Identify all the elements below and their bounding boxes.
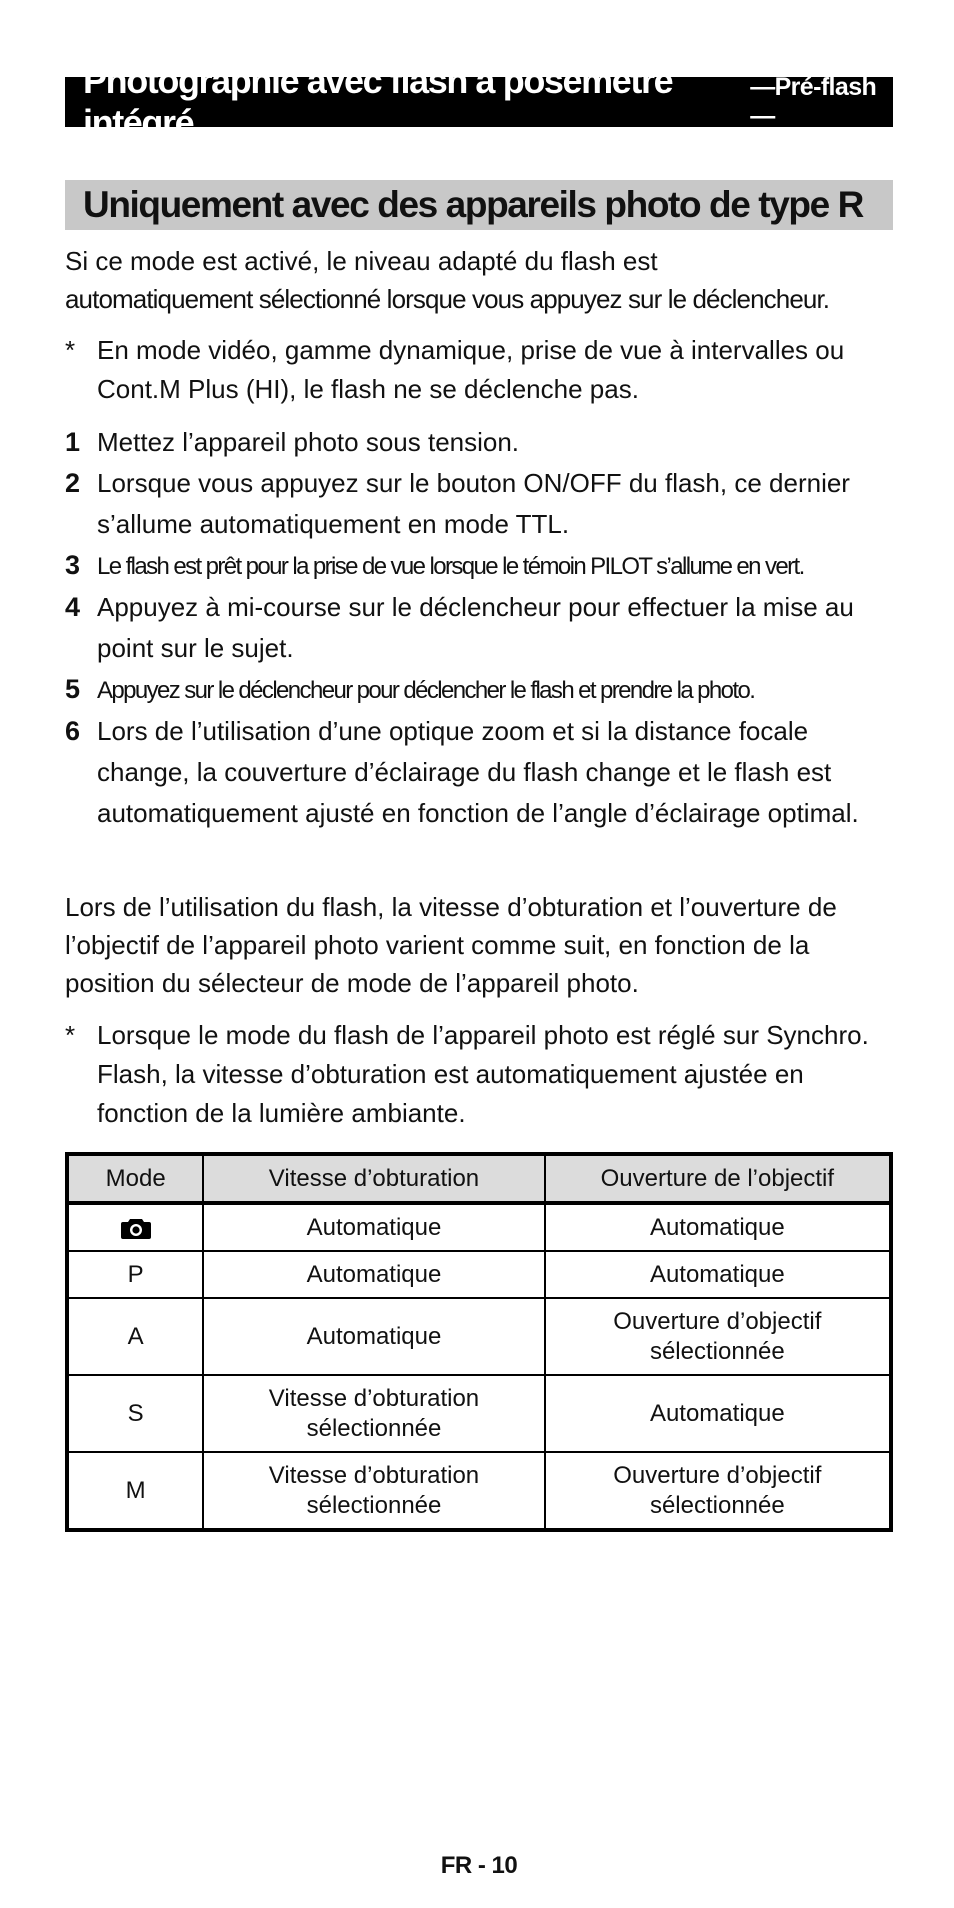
aperture-cell [545, 1298, 891, 1375]
step-text: Appuyez à mi-course sur le déclencheur pour effectuer la mise au point sur le sujet. [97, 592, 854, 663]
page-subtitle: —Pré-flash — [750, 73, 877, 130]
header-shutter-speed: Vitesse d’obturation [203, 1154, 544, 1203]
table-row [67, 1375, 891, 1452]
shutter-cell-text: Vitesse d’obturation sélectionnée [268, 1384, 480, 1442]
mode-cell: M [67, 1452, 203, 1530]
table-row [67, 1298, 891, 1375]
table-row [67, 1251, 891, 1298]
step-text: Lors de l’utilisation d’une optique zoom et si la distance focale change, la couverture d’éclairage du flash change et le flash est automatiquement ajusté en fonction de l’angle d’éclairage optimal. [97, 716, 859, 828]
shutter-cell-text: Vitesse d’obturation sélectionnée [268, 1461, 480, 1519]
aperture-cell: Automatique [545, 1203, 891, 1251]
mode-cell: A [67, 1298, 203, 1375]
mode-settings-table [65, 1152, 893, 1532]
shutter-cell: Automatique [203, 1298, 544, 1375]
intro-paragraph [65, 242, 893, 318]
shutter-cell: Automatique [203, 1251, 544, 1298]
note-marker: * [65, 1020, 76, 1050]
shutter-cell: Automatique [203, 1203, 544, 1251]
shutter-cell [203, 1452, 544, 1530]
aperture-cell-text: Ouverture d’objectif sélectionnée [613, 1307, 822, 1365]
aperture-cell [545, 1452, 891, 1530]
step-number: 2 [65, 468, 81, 498]
aperture-cell: Automatique [545, 1251, 891, 1298]
step-number: 4 [65, 592, 81, 622]
step-text: Le flash est prêt pour la prise de vue lorsque le témoin PILOT s’allume en vert. [97, 553, 804, 580]
mode-cell: P [67, 1251, 203, 1298]
note-marker: * [65, 335, 76, 365]
section-heading: Uniquement avec des appareils photo de type R [65, 180, 893, 230]
step-text: Appuyez sur le déclencheur pour déclencher le flash et prendre la photo. [97, 677, 755, 704]
step-text: Lorsque vous appuyez sur le bouton ON/OFF du flash, ce dernier s’allume automatiquement en mode TTL. [97, 468, 850, 539]
note-synchro-flash [65, 1016, 893, 1133]
table-row [67, 1452, 891, 1530]
header-aperture: Ouverture de l’objectif [545, 1154, 891, 1203]
table-row [67, 1203, 891, 1251]
intro-line-2: automatiquement sélectionné lorsque vous appuyez sur le déclencheur. [65, 284, 830, 314]
note-text: En mode vidéo, gamme dynamique, prise de vue à intervalles ou Cont.M Plus (HI), le flash ne se déclenche pas. [97, 335, 845, 404]
intro-line-1: Si ce mode est activé, le niveau adapté du flash est [65, 246, 658, 276]
page-number: FR - 10 [440, 1852, 518, 1879]
step-item [65, 545, 893, 587]
step-number: 5 [65, 674, 79, 704]
table-header-row [67, 1154, 891, 1203]
step-number: 6 [65, 716, 81, 746]
mode-cell: S [67, 1375, 203, 1452]
page-title: Photographie avec flash à posemètre intégré [83, 60, 673, 143]
aperture-cell: Automatique [545, 1375, 891, 1452]
step-item [65, 422, 893, 463]
aperture-cell-text: Ouverture d’objectif sélectionnée [613, 1461, 822, 1519]
step-text: Mettez l’appareil photo sous tension. [97, 427, 520, 457]
steps-list [65, 422, 893, 834]
note-text: Lorsque le mode du flash de l’appareil photo est réglé sur Synchro. Flash, la vitesse d’obturation est automatiquement ajustée en fonction de la lumière ambiante. [97, 1020, 869, 1128]
note-video-mode [65, 331, 893, 409]
step-number: 1 [65, 427, 81, 457]
shutter-aperture-paragraph: Lors de l’utilisation du flash, la vitesse d’obturation et l’ouverture de l’objectif de l’appareil photo varient comme suit, en fonction de la position du sélecteur de mode de l’appareil photo. [65, 892, 837, 998]
camera-icon [121, 1217, 151, 1239]
step-item [65, 669, 893, 711]
shutter-cell [203, 1375, 544, 1452]
mode-cell [67, 1203, 203, 1251]
step-item [65, 587, 893, 669]
title-bar [65, 60, 893, 143]
step-item [65, 711, 893, 834]
step-item [65, 463, 893, 545]
header-mode: Mode [67, 1154, 203, 1203]
step-number: 3 [65, 550, 79, 580]
